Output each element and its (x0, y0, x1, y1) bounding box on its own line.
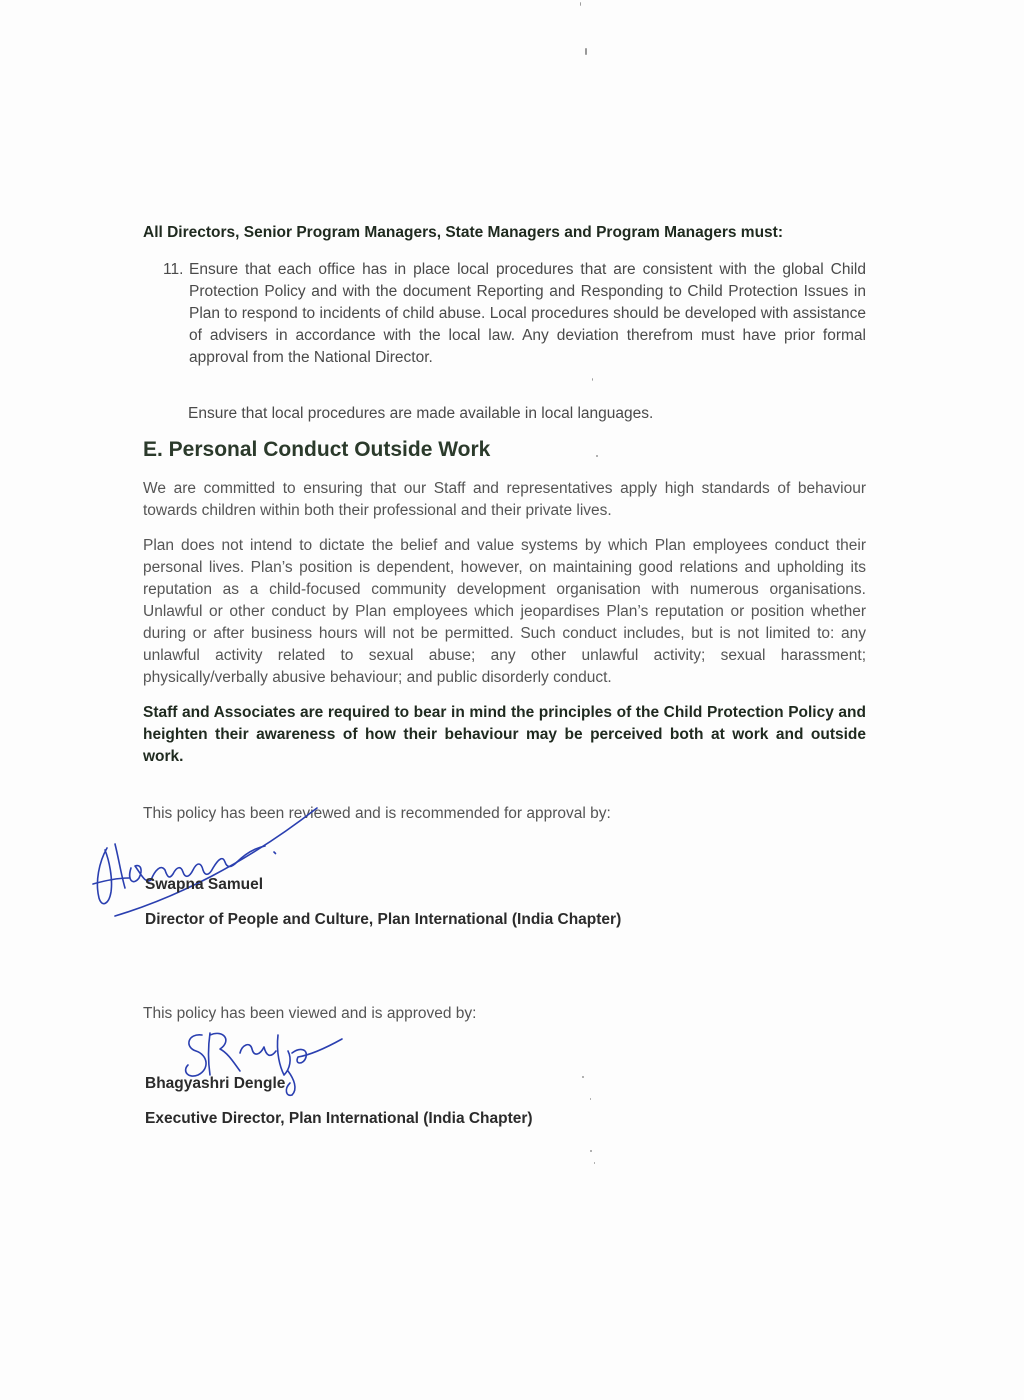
scan-speck (594, 1162, 595, 1164)
scan-speck (580, 2, 581, 6)
paragraph-awareness: Staff and Associates are required to bear in mind the principles of the Child Protection Policy and heighten their awareness of how their behaviour may be perceived both at work and outside work. (143, 704, 866, 765)
recommendation-text: This policy has been reviewed and is recommended for approval by: (143, 805, 611, 822)
scan-speck (592, 378, 593, 381)
directors-heading: All Directors, Senior Program Managers, State Managers and Program Managers must: (143, 224, 783, 241)
approver-title: Executive Director, Plan International (India Chapter) (145, 1110, 533, 1127)
recommender-title: Director of People and Culture, Plan International (India Chapter) (145, 911, 622, 928)
paragraph-conduct: Plan does not intend to dictate the belief and value systems by which Plan employees conduct their personal lives. Plan’s position is dependent, however, on maintaining good relations and upholding its reputation as a child-focused community development organisation with numerous organisations. Unlawful or other conduct by Plan employees which jeopardises Plan’s reputation or position whether during or after business hours will not be permitted. Such conduct includes, but is not limited to: any unlawful activity related to sexual abuse; any other unlawful activity; sexual harassment; physically/verbally abusive behaviour; and public disorderly conduct. (143, 537, 866, 686)
list-item-11 (163, 259, 866, 369)
list-item-text: Ensure that each office has in place local procedures that are consistent with the global Child Protection Policy and with the document Reporting and Responding to Child Protection Issues in Plan to respond to incidents of child abuse. Local procedures should be developed with assistance of advisers in accordance with the local law. Any deviation therefrom must have prior formal approval from the National Director. (189, 261, 866, 366)
approval-text: This policy has been viewed and is approved by: (143, 1005, 477, 1022)
section-title: E. Personal Conduct Outside Work (143, 438, 491, 461)
recommender-name: Swapna Samuel (145, 876, 264, 893)
scan-speck (596, 455, 598, 457)
scan-speck (590, 1150, 592, 1152)
scan-speck (582, 1076, 584, 1078)
scan-speck (585, 48, 587, 55)
list-item-number: 11. (163, 261, 184, 278)
paragraph-commitment: We are committed to ensuring that our Staff and representatives apply high standards of behaviour towards children within both their professional and their private lives. (143, 480, 866, 519)
local-languages-line: Ensure that local procedures are made available in local languages. (188, 405, 654, 422)
approver-name: Bhagyashri Dengle (145, 1075, 286, 1092)
scan-speck (590, 1098, 591, 1100)
